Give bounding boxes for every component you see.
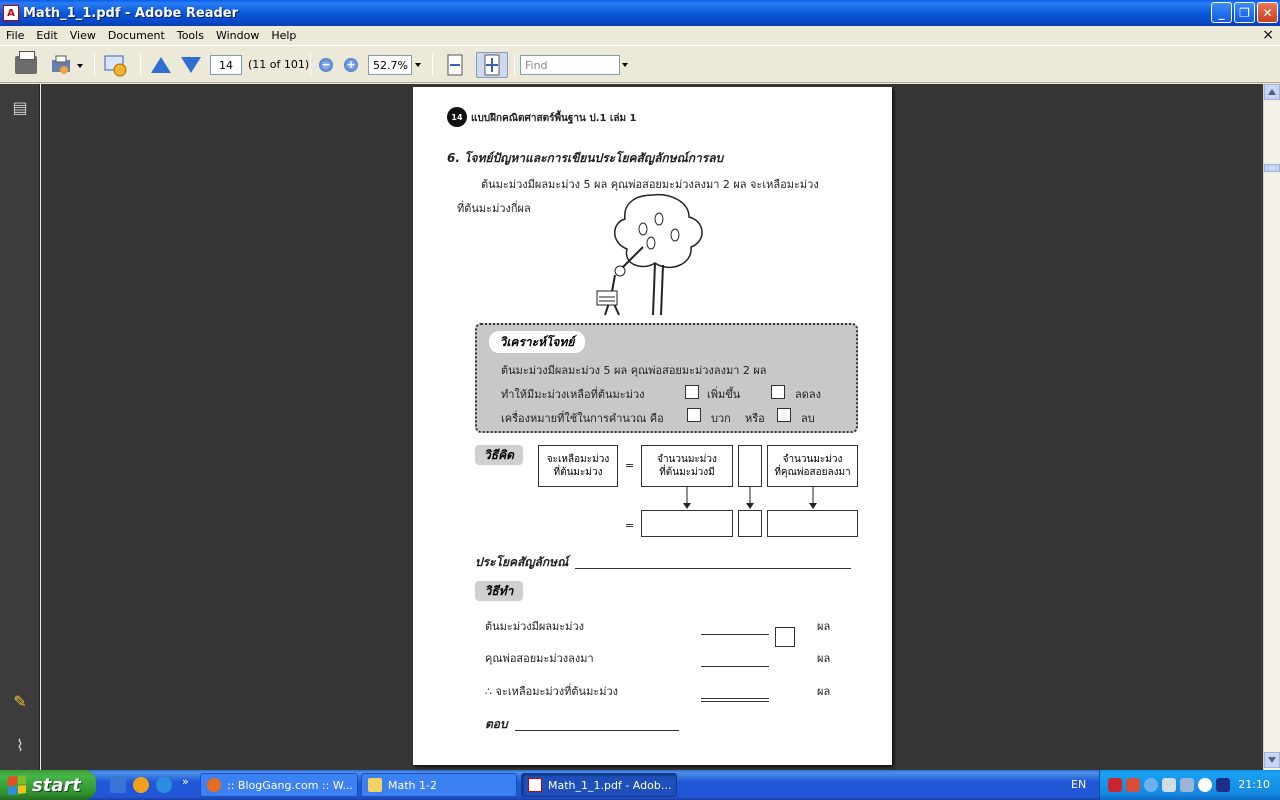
page-total: (11 of 101) [248, 58, 310, 71]
find-input[interactable]: Find [520, 55, 620, 75]
analysis-label: วิเคราะห์โจทย์ [489, 331, 585, 353]
total-box-line-2: ที่ต้นมะม่วงมี [659, 467, 715, 478]
task-bloggang-label: :: BlogGang.com :: W... [227, 778, 353, 792]
toolbar [0, 45, 1280, 83]
chevron-down-icon [622, 63, 628, 67]
pages-icon[interactable]: ▤ [12, 98, 28, 117]
close-document-icon[interactable]: × [1262, 27, 1274, 43]
network-tray-icon[interactable] [1144, 778, 1158, 792]
sentence-label: ประโยคสัญลักษณ์ [475, 555, 569, 569]
adobe-reader-icon: A [3, 5, 19, 21]
minimize-button[interactable]: _ [1211, 2, 1232, 23]
answer-line [515, 730, 679, 731]
zoom-in-button[interactable] [341, 52, 361, 78]
page-number-badge: 14 [447, 107, 467, 127]
close-button[interactable]: ✕ [1257, 2, 1278, 23]
method-row-1-unit: ผล [817, 620, 831, 633]
pdf-page [413, 87, 892, 765]
volume-tray-icon[interactable] [1180, 778, 1194, 792]
windows-logo-icon [8, 775, 26, 795]
answer-label: ตอบ [485, 717, 508, 731]
total-mangoes-box [641, 445, 733, 487]
next-page-button[interactable] [178, 52, 204, 78]
menu-file[interactable]: File [6, 29, 25, 42]
or-label: หรือ [745, 412, 765, 425]
title-bar[interactable] [0, 0, 1280, 26]
scroll-up-button[interactable] [1264, 84, 1280, 100]
book-header: แบบฝึกคณิตศาสตร์พื้นฐาน ป.1 เล่ม 1 [471, 113, 637, 124]
decrease-checkbox[interactable] [771, 385, 785, 399]
show-desktop-icon[interactable] [110, 777, 126, 793]
print-button[interactable] [12, 52, 40, 78]
scroll-down-button[interactable] [1264, 752, 1280, 768]
remaining-box [538, 445, 618, 487]
picked-box-line-1: จำนวนมะม่วง [782, 454, 843, 465]
mango-tree-illustration [593, 191, 713, 317]
chevron-down-icon [1268, 757, 1276, 763]
security-tray-icon[interactable] [1126, 778, 1140, 792]
fit-page-button[interactable] [476, 52, 508, 78]
remaining-box-line-1: จะเหลือมะม่วง [546, 454, 610, 465]
navigation-panel [0, 84, 40, 770]
scroll-thumb[interactable] [1264, 164, 1280, 172]
menu-view[interactable]: View [69, 29, 96, 42]
system-tray [1099, 770, 1280, 800]
document-viewport[interactable] [41, 84, 1263, 770]
clock[interactable]: 21:10 [1238, 778, 1270, 791]
task-math-folder[interactable] [361, 773, 517, 797]
analysis-line-1: ต้นมะม่วงมีผลมะม่วง 5 ผล คุณพ่อสอยมะม่วงลงมา 2 ผล [501, 364, 767, 377]
zoom-out-button[interactable] [316, 52, 336, 78]
analysis-box [475, 323, 858, 433]
plus-label: บวก [711, 412, 731, 425]
menu-tools[interactable]: Tools [176, 29, 204, 42]
minus-label: ลบ [801, 412, 815, 425]
menu-help[interactable]: Help [271, 29, 297, 42]
method-row-3: ∴ จะเหลือมะม่วงที่ต้นมะม่วง [485, 685, 619, 698]
fit-page-icon [482, 54, 502, 76]
task-math-folder-label: Math 1-2 [388, 778, 437, 792]
plus-checkbox[interactable] [687, 408, 701, 422]
arrow-down-icon [181, 57, 201, 73]
menu-bar [0, 26, 1280, 45]
find-options-button[interactable] [620, 52, 630, 78]
zoom-level-input[interactable]: 52.7% [368, 55, 412, 75]
menu-window[interactable]: Window [215, 29, 260, 42]
method-row-3-unit: ผล [817, 685, 831, 698]
print-options-button[interactable] [48, 52, 86, 78]
method-label: วิธีทำ [475, 581, 523, 601]
sentence-answer-line [575, 568, 851, 569]
start-label: start [32, 774, 81, 796]
method-row-2: คุณพ่อสอยมะม่วงลงมา [485, 652, 594, 665]
arrow-up-icon [151, 57, 171, 73]
printer-icon [15, 56, 37, 74]
equals-sign-2: = [625, 519, 635, 532]
method-row-2-unit: ผล [817, 652, 831, 665]
remaining-box-line-2: ที่ต้นมะม่วง [553, 467, 603, 478]
vertical-scrollbar[interactable] [1263, 84, 1280, 770]
picked-box-line-2: ที่คุณพ่อสอยลงมา [774, 467, 851, 478]
quicklaunch-more-icon[interactable]: » [182, 775, 189, 788]
chevron-up-icon [1268, 89, 1276, 95]
operator-box [738, 445, 762, 487]
problem-line-1: ต้นมะม่วงมีผลมะม่วง 5 ผล คุณพ่อสอยมะม่วงลงมา 2 ผล จะเหลือมะม่วง [481, 178, 819, 191]
taskbar [0, 770, 1280, 800]
zoom-dropdown-button[interactable] [413, 52, 423, 78]
start-button[interactable] [0, 770, 96, 800]
task-bloggang[interactable] [200, 773, 358, 797]
problem-line-2: ที่ต้นมะม่วงกี่ผล [457, 202, 531, 215]
think-label: วิธีคิด [475, 445, 523, 465]
fit-width-icon [445, 54, 465, 76]
method-row-3-line [701, 698, 769, 699]
organizer-button[interactable] [100, 52, 132, 78]
analysis-line-2: ทำให้มีมะม่วงเหลือที่ต้นมะม่วง [501, 388, 645, 401]
task-adobe-reader-label: Math_1_1.pdf - Adob... [548, 778, 672, 792]
page-number-input[interactable]: 14 [210, 55, 242, 75]
language-indicator[interactable]: EN [1071, 778, 1087, 791]
increase-checkbox[interactable] [685, 385, 699, 399]
section-title: 6. โจทย์ปัญหาและการเขียนประโยคสัญลักษณ์การลบ [447, 151, 724, 165]
increase-label: เพิ่มขึ้น [707, 388, 741, 401]
zoom-out-icon: − [319, 58, 333, 72]
minus-checkbox[interactable] [777, 408, 791, 422]
display-tray-icon[interactable] [1216, 778, 1230, 792]
ie-quicklaunch-icon[interactable] [156, 777, 172, 793]
organizer-icon [102, 52, 130, 78]
printer-options-icon [50, 54, 84, 76]
menu-edit[interactable]: Edit [36, 29, 58, 42]
decrease-label: ลดลง [795, 388, 821, 401]
folder-icon [368, 778, 382, 792]
method-row-1-line [701, 634, 769, 635]
updates-tray-icon[interactable] [1198, 778, 1212, 792]
window-title: Math_1_1.pdf - Adobe Reader [23, 5, 239, 21]
menu-document[interactable]: Document [107, 29, 165, 42]
flow-arrows [641, 487, 861, 511]
browser-quicklaunch-icon[interactable] [133, 777, 149, 793]
picked-mangoes-box [767, 445, 858, 487]
answer-operator-box [738, 510, 762, 537]
chevron-down-icon [415, 63, 421, 67]
maximize-button[interactable]: ❐ [1234, 2, 1255, 23]
answer-picked-box [767, 510, 858, 537]
fit-width-button[interactable] [441, 52, 469, 78]
analysis-line-3: เครื่องหมายที่ใช้ในการคำนวณ คือ [501, 412, 664, 425]
method-row-2-line [701, 666, 769, 667]
operator-square [775, 627, 795, 647]
total-box-line-1: จำนวนมะม่วง [657, 454, 717, 465]
previous-page-button[interactable] [148, 52, 174, 78]
task-adobe-reader[interactable] [521, 773, 677, 797]
method-row-1: ต้นมะม่วงมีผลมะม่วง [485, 620, 585, 633]
firefox-icon [207, 778, 221, 792]
attachments-icon[interactable]: ⌇ [16, 736, 24, 755]
answer-total-box [641, 510, 733, 537]
zoom-in-icon: + [344, 58, 358, 72]
equals-sign: = [625, 459, 635, 472]
connection-tray-icon[interactable] [1162, 778, 1176, 792]
acrobat-tray-icon[interactable] [1108, 778, 1122, 792]
pdf-icon [528, 778, 542, 792]
method-row-3-double-line [701, 701, 769, 702]
comments-icon[interactable]: ✎ [13, 692, 27, 711]
